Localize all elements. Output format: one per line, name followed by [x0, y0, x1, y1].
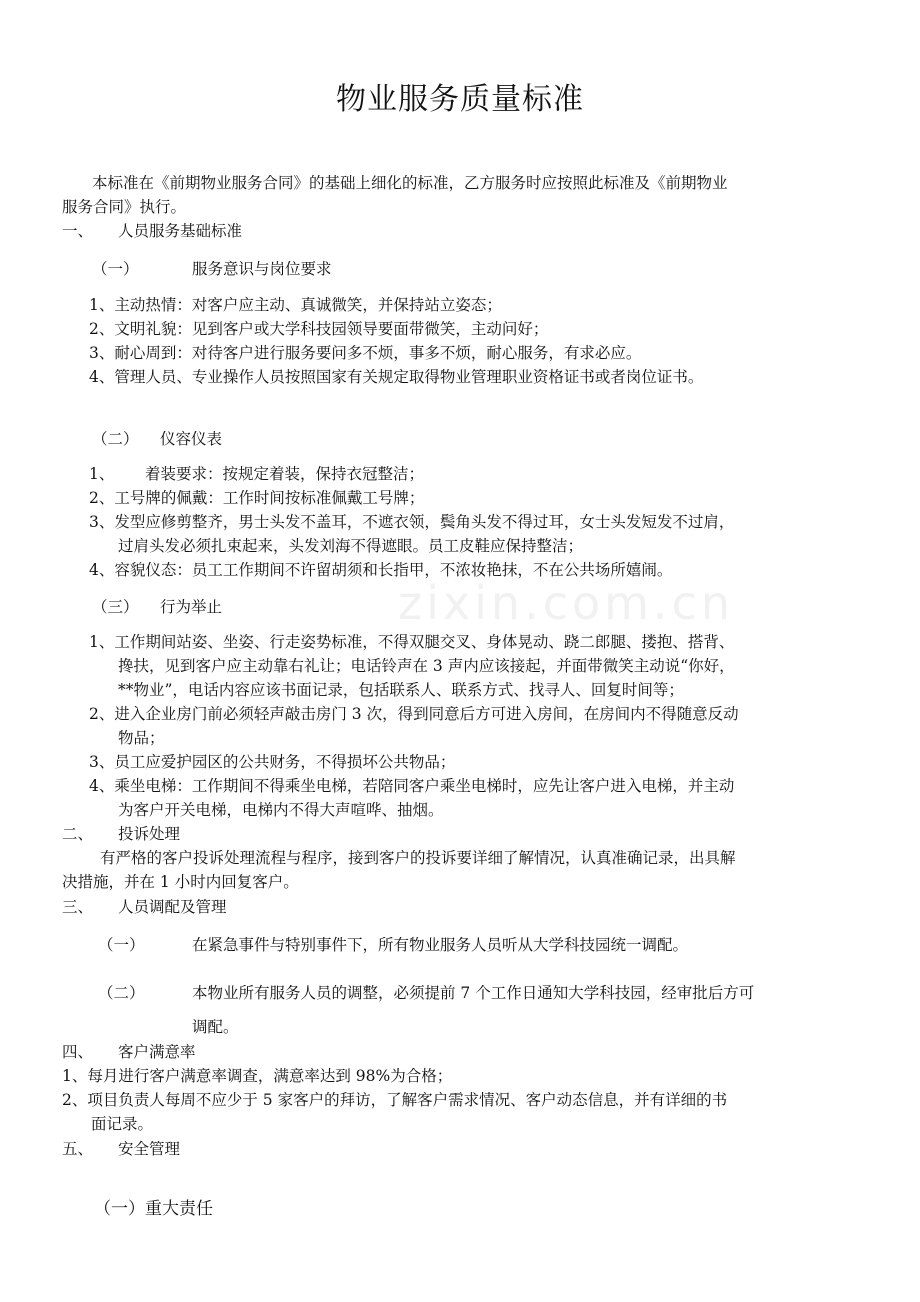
list-item: 1、每月进行客户满意率调查，满意率达到 98%为合格； — [62, 1067, 453, 1085]
list-item: 4、管理人员、专业操作人员按照国家有关规定取得物业管理职业资格证书或者岗位证书。 — [89, 368, 704, 386]
subsection-1-2-number: （二） — [92, 430, 139, 448]
subsection-1-3-number: （三） — [92, 598, 139, 616]
page-title: 物业服务质量标准 — [336, 82, 584, 117]
subsection-3-2-continuation: 调配。 — [192, 1018, 239, 1036]
list-item-continuation: 面记录。 — [91, 1115, 154, 1133]
section-2-heading: 投诉处理 — [118, 825, 181, 843]
list-item: 着装要求：按规定着装，保持衣冠整洁； — [145, 465, 425, 483]
section-2-number: 二、 — [62, 825, 94, 843]
list-item: 2、文明礼貌：见到客户或大学科技园领导要面带微笑，主动问好； — [89, 320, 549, 338]
watermark: zixin.com.cn — [398, 576, 735, 630]
paragraph-line: 决措施，并在 1 小时内回复客户。 — [62, 873, 299, 891]
paragraph-line: 有严格的客户投诉处理流程与程序，接到客户的投诉要详细了解情况，认真准确记录，出具解 — [100, 849, 736, 867]
section-5-number: 五、 — [62, 1140, 94, 1158]
subsection-1-1-number: （一） — [92, 260, 139, 278]
list-item-number: 1、 — [89, 465, 115, 483]
subsection-3-2-number: （二） — [98, 984, 145, 1002]
subsection-1-2-heading: 仪容仪表 — [160, 430, 223, 448]
subsection-1-1-heading: 服务意识与岗位要求 — [192, 260, 332, 278]
list-item-continuation: 物品； — [118, 729, 165, 747]
section-1-heading: 人员服务基础标准 — [118, 222, 243, 240]
list-item: 3、耐心周到：对待客户进行服务要问多不烦，事多不烦，耐心服务，有求必应。 — [89, 344, 642, 362]
section-4-heading: 客户满意率 — [118, 1043, 196, 1061]
subsection-3-2-text: 本物业所有服务人员的调整，必须提前 7 个工作日通知大学科技园，经审批后方可 — [192, 984, 755, 1002]
section-1-number: 一、 — [62, 222, 94, 240]
list-item: 3、员工应爱护园区的公共财务，不得损坏公共物品； — [89, 753, 456, 771]
list-item: 2、项目负责人每周不应少于 5 家客户的拜访，了解客户需求情况、客户动态信息，并有详细的书 — [62, 1091, 728, 1109]
section-3-number: 三、 — [62, 898, 94, 916]
list-item-continuation: 搀扶，见到客户应主动靠右礼让；电话铃声在 3 声内应该接起，并面带微笑主动说“你好， — [118, 657, 735, 675]
subsection-5-1-heading: （一）重大责任 — [94, 1199, 213, 1219]
list-item: 3、发型应修剪整齐，男士头发不盖耳，不遮衣领，鬓角头发不得过耳，女士头发短发不过肩， — [89, 513, 735, 531]
list-item: 4、乘坐电梯：工作期间不得乘坐电梯，若陪同客户乘坐电梯时，应先让客户进入电梯，并主动 — [89, 777, 735, 795]
section-4-number: 四、 — [62, 1043, 94, 1061]
list-item: 1、工作期间站姿、坐姿、行走姿势标准，不得双腿交叉、身体晃动、跷二郎腿、搂抱、搭背、 — [89, 633, 735, 651]
intro-line-2: 服务合同》执行。 — [62, 198, 187, 216]
section-5-heading: 安全管理 — [118, 1140, 181, 1158]
subsection-3-1-text: 在紧急事件与特别事件下，所有物业服务人员听从大学科技园统一调配。 — [192, 936, 689, 954]
subsection-3-1-number: （一） — [98, 936, 145, 954]
list-item: 1、主动热情：对客户应主动、真诚微笑，并保持站立姿态； — [89, 296, 502, 314]
list-item: 4、容貌仪态：员工工作期间不许留胡须和长指甲，不浓妆艳抹，不在公共场所嬉闹。 — [89, 561, 673, 579]
list-item-continuation: 过肩头发必须扎束起来，头发刘海不得遮眼。员工皮鞋应保持整洁； — [118, 537, 584, 555]
subsection-1-3-heading: 行为举止 — [160, 598, 223, 616]
intro-line-1: 本标准在《前期物业服务合同》的基础上细化的标准，乙方服务时应按照此标准及《前期物业 — [92, 174, 728, 192]
list-item: 2、进入企业房门前必须轻声敲击房门 3 次，得到同意后方可进入房间，在房间内不得随意反动 — [89, 705, 739, 723]
section-3-heading: 人员调配及管理 — [118, 898, 227, 916]
list-item-continuation: 为客户开关电梯，电梯内不得大声喧哗、抽烟。 — [118, 801, 444, 819]
list-item: 2、工号牌的佩戴：工作时间按标准佩戴工号牌； — [89, 489, 425, 507]
list-item-continuation: **物业”，电话内容应该书面记录，包括联系人、联系方式、找寻人、回复时间等； — [118, 681, 684, 699]
